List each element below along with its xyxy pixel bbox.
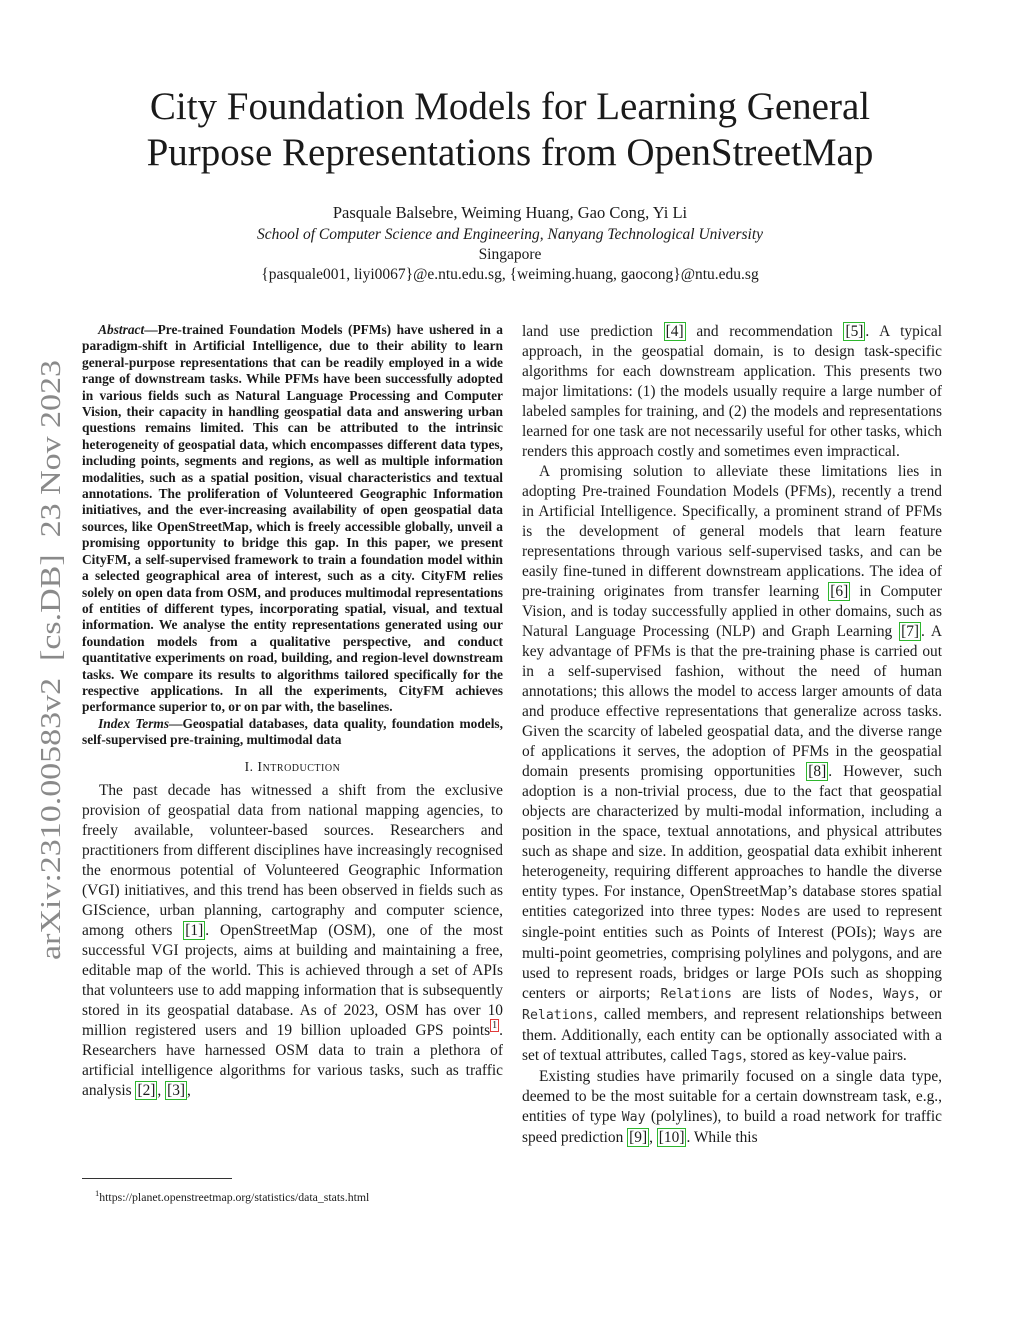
text-run: and recommendation xyxy=(685,323,844,340)
section-number: I. xyxy=(244,758,254,774)
citation-link[interactable]: [7] xyxy=(901,623,920,640)
text-run: The past decade has witnessed a shift from the exclusive provision of geospatial data from national mapping agencies, to freely available, volunteer-based sources. Researchers and practitioners from different disciplines have increasingly recognised the enormous potential of Volunteered Geographic Information (VGI) initiatives, and this trend has been observed in fields such as GIScience, urban planning, cartography and computer science, among others xyxy=(82,781,503,939)
right-paragraph-1 xyxy=(522,322,942,462)
code-term: Way xyxy=(621,1110,646,1125)
arxiv-stamp xyxy=(16,348,72,968)
index-terms-dash: — xyxy=(169,715,183,731)
code-term: Ways xyxy=(883,987,916,1002)
index-terms-label: Index Terms xyxy=(98,715,170,731)
text-run: , xyxy=(649,1129,657,1146)
citation-link[interactable]: [3] xyxy=(167,1081,186,1099)
citation-link[interactable]: [5] xyxy=(845,323,864,340)
text-run: Existing studies have primarily focused on a single data type, deemed to be the most suitable for a certain downstream task, e.g., entities of type xyxy=(522,1068,942,1125)
citation-link[interactable]: [4] xyxy=(665,323,684,340)
footnote-link[interactable]: 1 xyxy=(492,1020,498,1032)
footnote-mark: 1 xyxy=(95,1188,100,1198)
code-term: Nodes xyxy=(761,905,801,920)
intro-paragraph-1 xyxy=(82,781,503,1101)
text-run: in Computer Vision, and is today successfully applied in other domains, such as Natural Language Processing (NLP) and Graph Learning xyxy=(522,583,942,640)
text-run: , xyxy=(187,1081,191,1099)
arxiv-stamp-text: arXiv:2310.00583v2 [cs.DB] 23 Nov 2023 xyxy=(35,447,67,960)
arxiv-stamp-svg xyxy=(16,348,72,968)
code-term: Ways xyxy=(883,926,916,941)
text-run: are lists of xyxy=(731,985,830,1002)
citation-link[interactable]: [8] xyxy=(808,763,827,780)
code-term: Nodes xyxy=(829,987,870,1002)
authors: Pasquale Balsebre, Weiming Huang, Gao Cong, Yi Li xyxy=(332,203,688,222)
paper-title xyxy=(100,84,920,176)
text-run: A promising solution to alleviate these limitations lies in adopting Pre-trained Foundation Models (PFMs), recently a trend in Artificial Intelligence. Specifically, a prominent strand of PFMs is the development of general models that learn feature representations through various self-supervised tasks, and can be easily fine-tuned in different downstream applications. The idea of pre-training originates from transfer learning xyxy=(522,463,942,600)
text-run: , xyxy=(869,985,884,1002)
footnote xyxy=(95,1186,369,1204)
country: Singapore xyxy=(478,246,542,263)
text-run: are used to represent single-point entities such as Points of Interest (POIs); xyxy=(522,903,942,941)
text-run: . Researchers have harnessed OSM data to train a plethora of artificial intelligence algorithms for various tasks, such as traffic analysis xyxy=(82,1021,503,1099)
abstract xyxy=(82,322,503,716)
footnote-url[interactable]: https://planet.openstreetmap.org/statistics/data_stats.html xyxy=(99,1189,370,1204)
text-run: , called members, and represent relationships between them. Additionally, each entity can be optionally associated with a set of textual attributes, called xyxy=(522,1006,942,1064)
citation-link[interactable]: [1] xyxy=(185,921,204,939)
title-line-2: Purpose Representations from OpenStreetMap xyxy=(146,131,874,174)
citation-link[interactable]: [6] xyxy=(830,583,849,600)
text-run: , or xyxy=(915,985,942,1002)
text-run: , stored as key-value pairs. xyxy=(742,1047,907,1064)
emails: {pasquale001, liyi0067}@e.ntu.edu.sg, {weiming.huang, gaocong}@ntu.edu.sg xyxy=(261,266,759,283)
code-term: Relations xyxy=(522,1008,594,1023)
citation-link[interactable]: [9] xyxy=(629,1129,648,1146)
text-run: are multi-point geometries, comprising polylines and polygons, and are used to represent roads, bridges or large POIs such as shopping centers or airports; xyxy=(522,924,942,1002)
right-paragraph-3 xyxy=(522,1067,942,1148)
abstract-label: Abstract xyxy=(98,322,145,337)
right-paragraph-2 xyxy=(522,462,942,1067)
text-run: . A key advantage of PFMs is that the pre-training phase is carried out in a self-supervised fashion, without the need of human annotations; this allows the model to access larger amounts of data and produce effective representations that generalize across tasks. Given the scarcity of labeled geospatial data, and the diverse range of applications it serves, the adoption of PFMs in the geospatial domain presents promising opportunities xyxy=(522,623,942,780)
title-line-1: City Foundation Models for Learning General xyxy=(149,85,871,128)
text-run: , xyxy=(157,1081,166,1099)
citation-link[interactable]: [2] xyxy=(137,1081,156,1099)
abstract-text: Pre-trained Foundation Models (PFMs) have ushered in a paradigm-shift in Artificial Intelligence, due to their ability to learn general-purpose representations that can be readily employed in a wide range of downstream tasks. While PFMs have been successfully adopted in various fields such as Natural Language Processing and Computer Vision, their capacity in handling geospatial data and answering urban questions remains limited. This can be attributed to the intrinsic heterogeneity of geospatial data, which encompasses different data types, including points, segments and regions, as well as multiple information modalities, such as a spatial position, visual characteristics and textual annotations. The proliferation of Volunteered Geographic Information initiatives, and the ever-increasing availability of open geospatial data sources, like OpenStreetMap, which is freely accessible globally, unveil a promising opportunity to bridge this gap. In this paper, we present CityFM, a self-supervised framework to train a foundation model within a selected geographical area of interest, such as a city. CityFM relies solely on open data from OSM, and produces multimodal representations of entities of different types, incorporating spatial, visual, and textual information. We analyse the entity representations generated using our foundation models from a qualitative perspective, and conduct quantitative experiments on road, building, and region-level downstream tasks. We compare its results to algorithms tailored specifically for the respective applications. In all the experiments, CityFM achieves performance superior to, or on par with, the baselines. xyxy=(82,322,503,715)
text-run: . While this xyxy=(686,1129,758,1146)
text-run: . OpenStreetMap (OSM), one of the most successful VGI projects, aims at building and maintaining a free, editable map of the world. This is achieved through a set of APIs that volunteers use to add mapping information that is subsequently stored in its geospatial database. As of 2023, OSM has over 10 million registered users and 19 billion uploaded GPS points xyxy=(82,921,503,1039)
footnote-rule xyxy=(82,1178,232,1179)
code-term: Tags xyxy=(710,1049,743,1064)
left-column xyxy=(82,322,503,1101)
index-terms-text: Geospatial databases, data quality, foundation models, self-supervised pre-training, multimodal data xyxy=(82,715,503,748)
section-title: Introduction xyxy=(257,759,341,775)
text-run: . However, such adoption is a non-trivial process, due to the fact that geospatial objects are characterized by multi-modal information, including a position in the space, textual annotations, and physical attributes such as shape and size. In addition, geospatial data exhibit inherent heterogeneity, requiring different approaches to handle the diverse entity types. For instance, OpenStreetMap’s database stores spatial entities categorized into three types: xyxy=(522,763,942,920)
citation-link[interactable]: [10] xyxy=(658,1129,685,1146)
code-term: Relations xyxy=(660,987,732,1002)
right-column xyxy=(522,322,942,1148)
text-run: land use prediction xyxy=(522,323,664,340)
abstract-dash: — xyxy=(144,322,158,337)
text-run: (polylines), to build a road network for traffic speed prediction xyxy=(522,1108,942,1146)
text-run: . A typical approach, in the geospatial domain, is to design task-specific algorithms for each downstream application. This presents two major limitations: (1) the models usually require a large number of labeled samples for training, and (2) the models and representations learned for one task are not necessarily useful for other tasks, which renders this approach costly and sometimes even impractical. xyxy=(522,323,943,460)
affiliation: School of Computer Science and Engineering, Nanyang Technological University xyxy=(256,226,764,243)
index-terms xyxy=(82,716,503,749)
section-heading-introduction xyxy=(82,759,503,776)
